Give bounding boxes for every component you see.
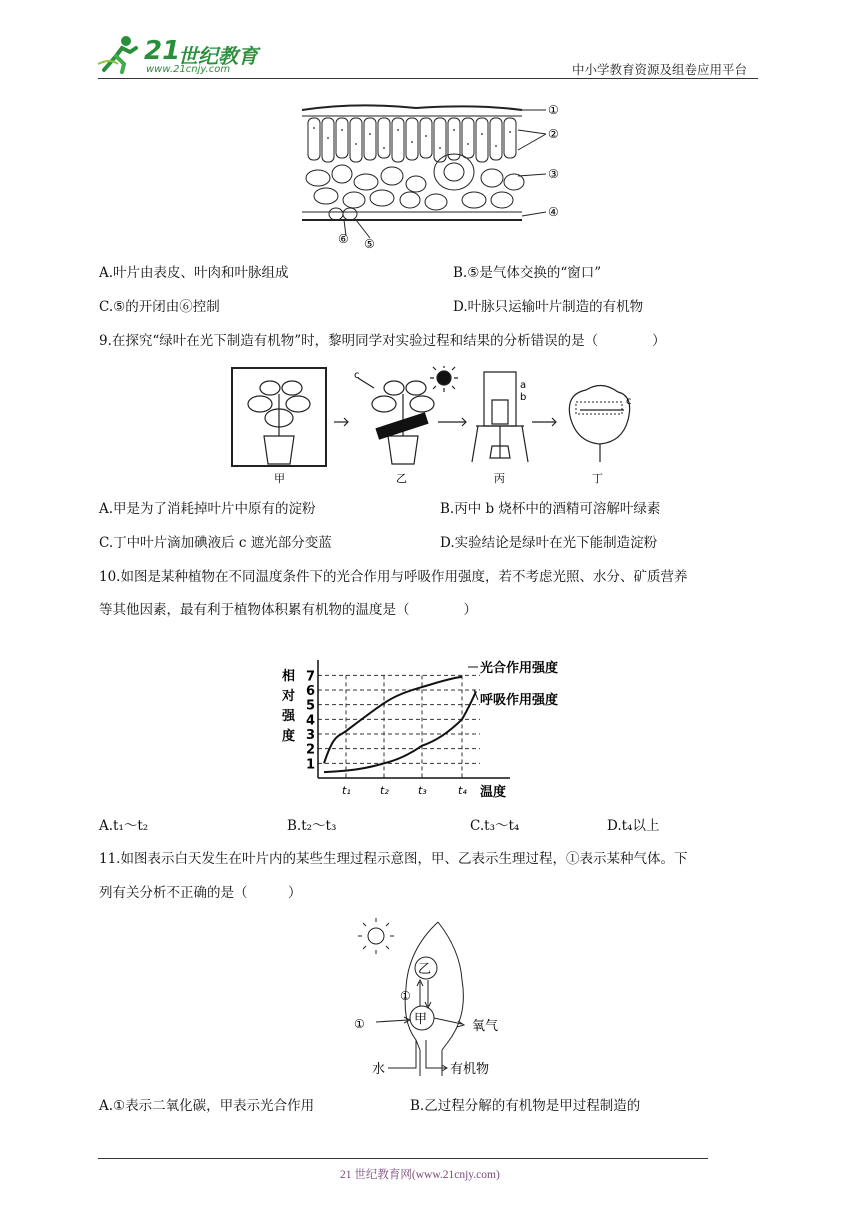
q9-label-jia: 甲 [274,472,285,485]
x-tick-label: t₄ [458,784,467,797]
series-line-respiration [324,691,476,772]
leaf-label-6: ⑥ [338,232,349,246]
q11-leaf-process-figure [350,916,530,1086]
q9-fig-mark-a: a [520,380,527,391]
series-line-photosynthesis [324,677,462,764]
q10-option-d: D.t₄以上 [607,818,660,834]
q10-option-a: A.t₁～t₂ [99,818,149,834]
q9-experiment-figure [230,366,650,486]
y-tick-label: 7 [306,669,316,685]
sun-icon [368,928,384,944]
q8-option-b: B.⑤是气体交换的“窗口” [453,265,602,281]
q9-option-d: D.实验结论是绿叶在光下能制造淀粉 [440,535,658,551]
leaf-label-1: ① [548,103,559,117]
q9-fig-mark-b: b [520,392,527,403]
y-tick-label: 3 [306,728,316,743]
footer-site-text: 21 世纪教育网(www.21cnjy.com) [340,1169,500,1181]
q9-option-a: A.甲是为了消耗掉叶片中原有的淀粉 [99,501,316,517]
q9-stem: 9.在探究“绿叶在光下制造有机物”时，黎明同学对实验过程和结果的分析错误的是（ ） [99,333,666,349]
legend-photosynthesis: 光合作用强度 [480,661,559,676]
y-tick-label: 5 [306,698,316,714]
q10-stem-line2: 等其他因素，最有利于植物体积累有机物的温度是（ ） [99,602,477,618]
fig-one-label-outer: ① [354,1017,365,1031]
q9-option-b: B.丙中 b 烧杯中的酒精可溶解叶绿素 [440,501,661,517]
x-tick-label: t₁ [342,784,351,797]
y-tick-label: 2 [306,742,316,758]
q9-label-ding: 丁 [592,472,603,485]
brand-url: www.21cnjy.com [146,64,231,75]
q10-option-c: C.t₃～t₄ [470,818,520,834]
leaf-label-3: ③ [548,167,559,181]
q8-option-d: D.叶脉只运输叶片制造的有机物 [453,299,644,315]
fig-water-label: 水 [372,1062,386,1077]
legend-respiration: 呼吸作用强度 [480,693,559,708]
q9-label-yi: 乙 [396,472,407,485]
header-platform-text: 中小学教育资源及组卷应用平台 [572,62,748,77]
q11-option-a: A.①表示二氧化碳，甲表示光合作用 [99,1098,315,1114]
y-tick-label: 4 [306,713,316,729]
leaf-label-5: ⑤ [364,237,375,250]
q11-stem-line2: 列有关分析不正确的是（ ） [99,885,302,901]
fig-one-label-inner: ① [400,989,411,1003]
fig-jia-label: 甲 [414,1012,428,1027]
y-tick-label: 1 [306,757,316,773]
x-tick-label: t₂ [380,784,389,797]
chart-ylabel-3: 强 [282,709,296,724]
q8-option-a: A.叶片由表皮、叶肉和叶脉组成 [99,265,289,281]
header-divider [98,78,758,79]
chart-ylabel-2: 对 [282,689,296,704]
cell-chloroplast-dots [313,127,511,149]
brand-name: 世纪教育 [178,44,258,68]
q9-option-c: C.丁中叶片滴加碘液后 c 遮光部分变蓝 [99,535,332,551]
x-tick-label: t₃ [418,784,427,797]
chart-ylabel-1: 相 [282,669,296,684]
q10-stem-line1: 10.如图是某种植物在不同温度条件下的光合作用与呼吸作用强度，若不考虑光照、水分、矿质营养 [99,569,688,585]
y-tick-label: 6 [306,684,316,699]
footer-divider [98,1158,708,1159]
fig-oxygen-label: 氧气 [472,1019,499,1034]
chart-xlabel: 温度 [480,785,507,800]
q11-option-b: B.乙过程分解的有机物是甲过程制造的 [410,1098,641,1114]
q9-label-bing: 丙 [494,472,505,485]
runner-logo-icon [96,34,142,74]
q8-option-c: C.⑤的开闭由⑥控制 [99,299,220,315]
leaf-cross-section-figure [296,100,566,250]
fig-organic-label: 有机物 [450,1062,490,1077]
fig-yi-label: 乙 [418,962,432,977]
q10-option-b: B.t₂～t₃ [287,818,337,834]
header-logo [96,34,266,76]
chart-ylabel-4: 度 [282,729,296,744]
q10-chart [280,650,600,800]
brand-number: 21 [144,36,181,66]
q9-fig-mark-c1: c [354,370,360,381]
q11-stem-line1: 11.如图表示白天发生在叶片内的某些生理过程示意图，甲、乙表示生理过程，①表示某种气体。下 [99,851,688,867]
leaf-label-4: ④ [548,205,559,219]
leaf-label-2: ② [548,127,559,141]
q9-fig-mark-c2: c [626,396,632,407]
